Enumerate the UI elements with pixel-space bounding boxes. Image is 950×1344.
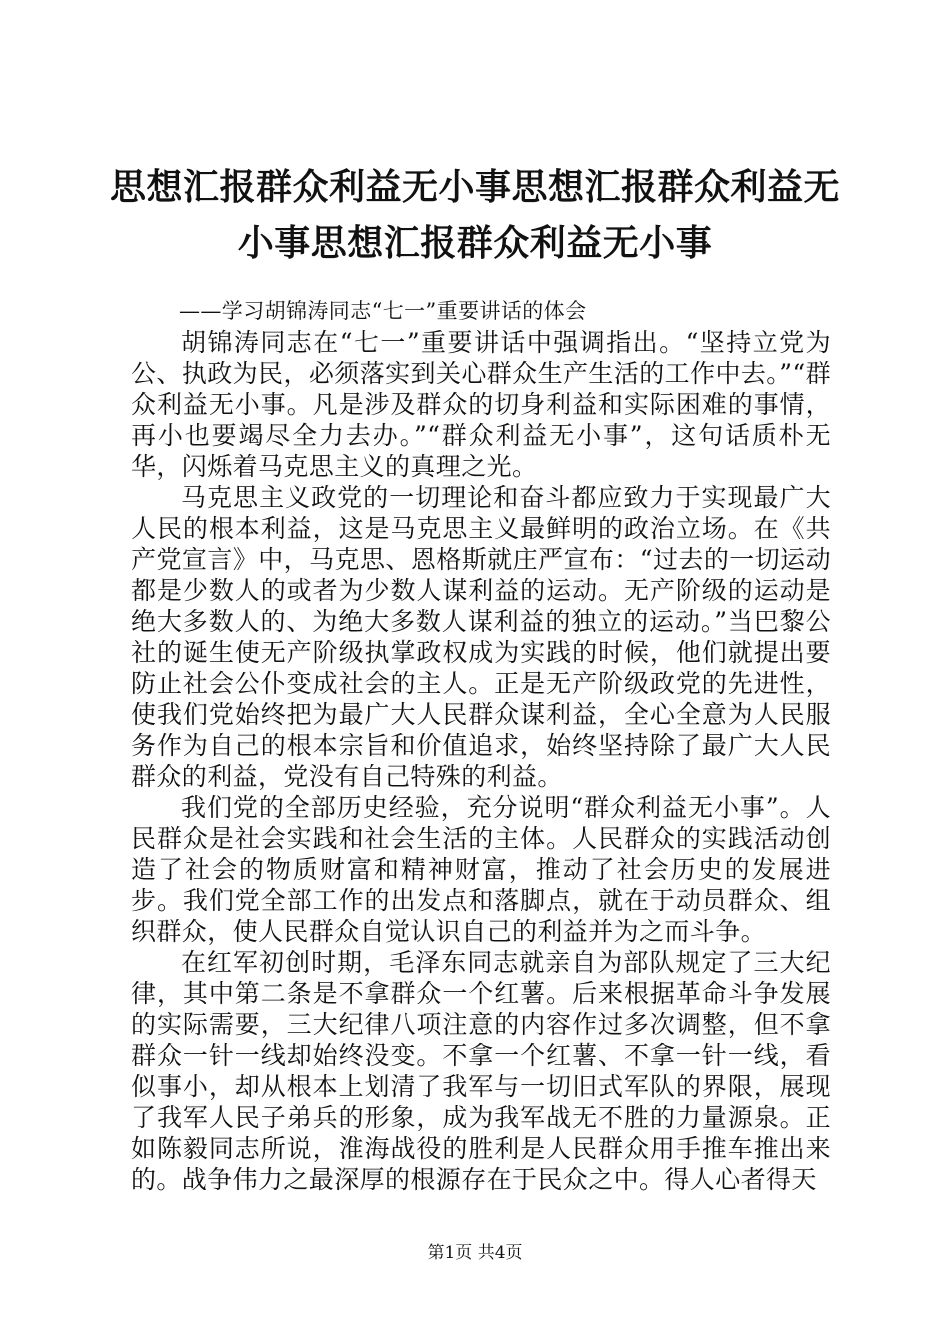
document-title: 思想汇报群众利益无小事思想汇报群众利益无小事思想汇报群众利益无小事 bbox=[110, 167, 841, 264]
paragraph-4: 在红军初创时期，毛泽东同志就亲自为部队规定了三大纪律，其中第二条是不拿群众一个红薯。后来根据革命斗争发展的实际需要，三大纪律八项注意的内容作过多次调整，但不拿群众一针一线却始终没变。不拿一个红薯、不拿一针一线，看似事小，却从根本上划清了我军与一切旧式军队的界限，展现了我军人民子弟兵的形象，成为我军战无不胜的力量源泉。正如陈毅同志所说，淮海战役的胜利是人民群众用手推车推出来的。战争伟力之最深厚的根源存在于民众之中。得人心者得天 bbox=[131, 948, 831, 1194]
page-number-footer: 第1页 共4页 bbox=[427, 1243, 523, 1263]
paragraph-2: 马克思主义政党的一切理论和奋斗都应致力于实现最广大人民的根本利益，这是马克思主义最鲜明的政治立场。在《共产党宣言》中，马克思、恩格斯就庄严宣布：“过去的一切运动都是少数人的或者为少数人谋利益的运动。无产阶级的运动是绝大多数人的、为绝大多数人谋利益的独立的运动。”当巴黎公社的诞生使无产阶级执掌政权成为实践的时候，他们就提出要防止社会公仆变成社会的主人。正是无产阶级政党的先进性，使我们党始终把为最广大人民群众谋利益，全心全意为人民服务作为自己的根本宗旨和价值追求，始终坚持除了最广大人民群众的利益，党没有自己特殊的利益。 bbox=[131, 483, 831, 791]
paragraph-1: 胡锦涛同志在“七一”重要讲话中强调指出。“坚持立党为公、执政为民，必须落实到关心群众生产生活的工作中去。”“群众利益无小事。凡是涉及群众的切身利益和实际困难的事情，再小也要竭尽全力去办。”“群众利益无小事”，这句话质朴无华，闪烁着马克思主义的真理之光。 bbox=[131, 328, 831, 481]
document-subtitle: ——学习胡锦涛同志“七一”重要讲话的体会 bbox=[179, 299, 587, 323]
paragraph-3: 我们党的全部历史经验，充分说明“群众利益无小事”。人民群众是社会实践和社会生活的主体。人民群众的实践活动创造了社会的物质财富和精神财富，推动了社会历史的发展进步。我们党全部工作的出发点和落脚点，就在于动员群众、组织群众，使人民群众自觉认识自己的利益并为之而斗争。 bbox=[131, 793, 831, 946]
document-body bbox=[131, 296, 831, 1195]
